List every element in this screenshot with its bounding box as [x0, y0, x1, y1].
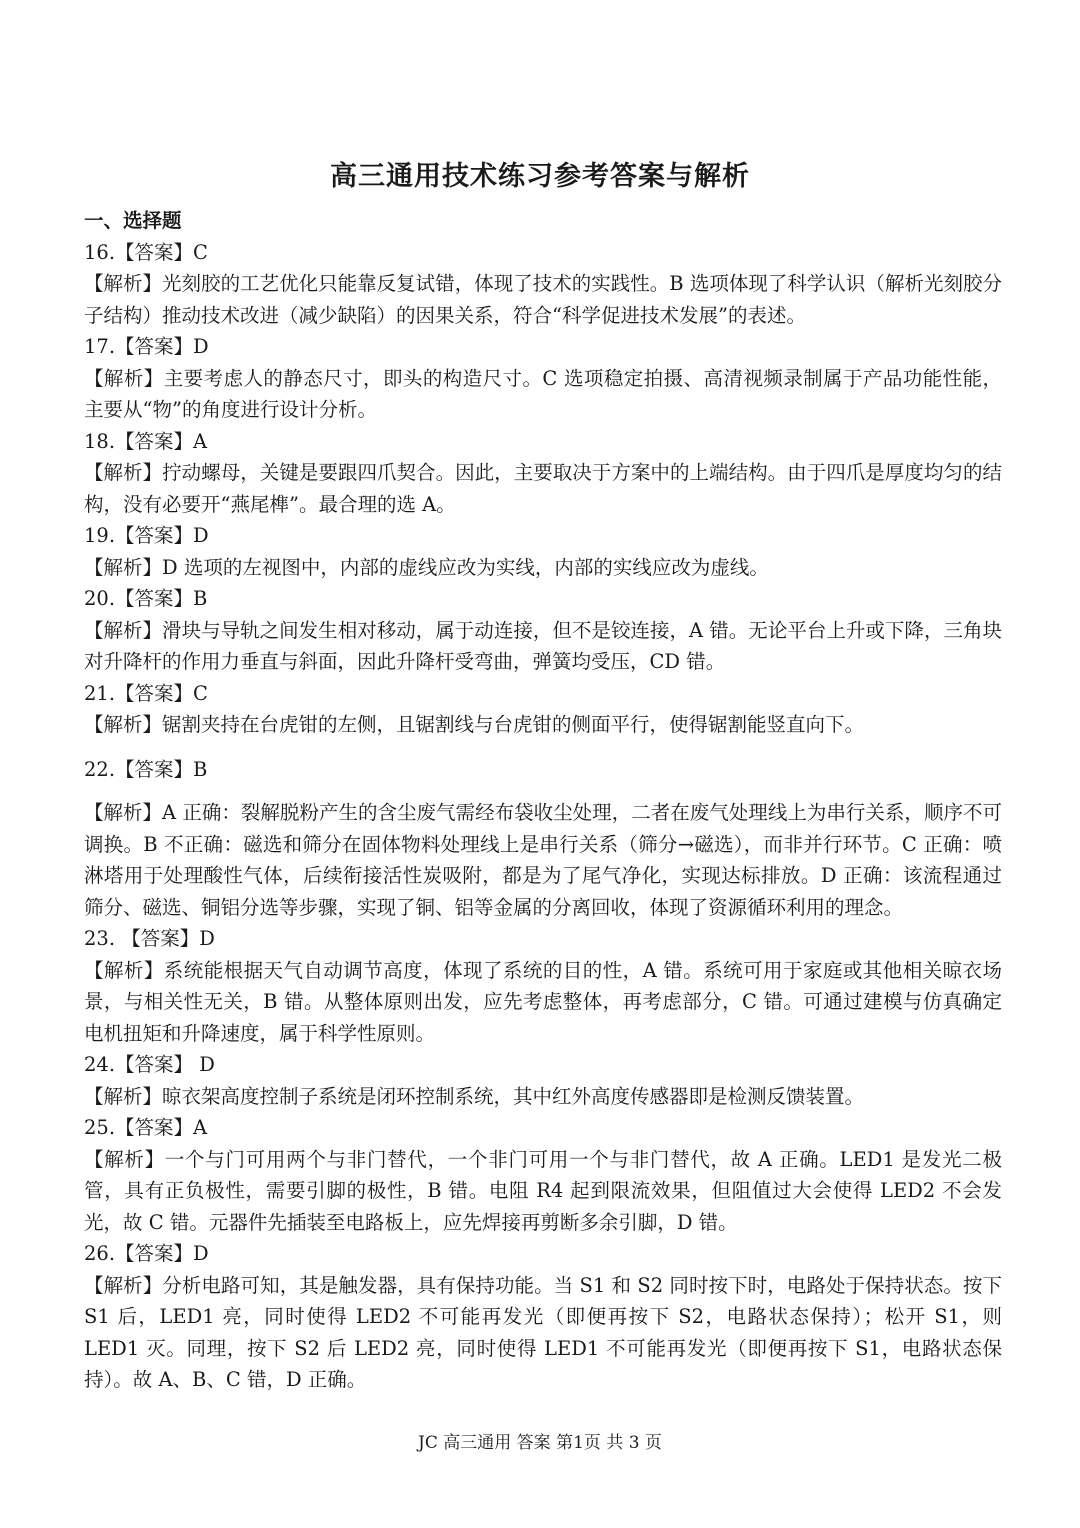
question-18 — [84, 426, 1002, 521]
question-17 — [84, 331, 1002, 426]
page-title: 高三通用技术练习参考答案与解析 — [330, 161, 750, 192]
question-25 — [84, 1112, 1002, 1238]
answer-line: 26.【答案】D — [84, 1242, 209, 1265]
analysis-text: 【解析】一个与门可用两个与非门替代，一个非门可用一个与非门替代，故 A 正确。LED1 是发光二极管，具有正负极性，需要引脚的极性，B 错。电阻 R4 起到限流效果，但阻值过大会使得 LED2 不会发光，故 C 错。元器件先插装至电路板上，应先焊接再剪断多余引脚，D 错。 — [84, 1147, 1002, 1234]
analysis-text: 【解析】A 正确：裂解脱粉产生的含尘废气需经布袋收尘处理，二者在废气处理线上为串行关系，顺序不可调换。B 不正确：磁选和筛分在固体物料处理线上是串行关系（筛分→磁选），而非并行环节。C 正确：喷淋塔用于处理酸性气体，后续衔接活性炭吸附，都是为了尾气净化，实现达标排放。D 正确：该流程通过筛分、磁选、铜铝分选等步骤，实现了铜、铝等金属的分离回收，体现了资源循环利用的理念。 — [84, 801, 1002, 919]
question-23 — [84, 923, 1002, 1049]
question-16 — [84, 237, 1002, 332]
answer-line: 25.【答案】A — [84, 1116, 208, 1139]
page-footer: JC 高三通用 答案 第1页 共 3 页 — [418, 1433, 662, 1453]
analysis-text: 【解析】D 选项的左视图中，内部的虚线应改为实线，内部的实线应改为虚线。 — [84, 555, 769, 579]
answer-line: 24.【答案】 D — [84, 1053, 215, 1076]
analysis-text: 【解析】锯割夹持在台虎钳的左侧，且锯割线与台虎钳的侧面平行，使得锯割能竖直向下。 — [84, 713, 865, 736]
spacer — [84, 741, 1002, 754]
analysis-text: 【解析】拧动螺母，关键是要跟四爪契合。因此，主要取决于方案中的上端结构。由于四爪是厚度均匀的结构，没有必要开“燕尾榫”。最合理的选 A。 — [84, 461, 1002, 516]
question-19 — [84, 520, 1002, 583]
answer-line: 16.【答案】C — [84, 240, 208, 264]
question-22 — [84, 754, 1002, 924]
answer-line: 17.【答案】D — [84, 335, 209, 358]
question-20 — [84, 583, 1002, 678]
answer-line: 19.【答案】D — [84, 524, 209, 547]
analysis-text: 【解析】滑块与导轨之间发生相对移动，属于动连接，但不是铰连接，A 错。无论平台上升或下降，三角块对升降杆的作用力垂直与斜面，因此升降杆受弯曲，弹簧均受压，CD 错。 — [84, 618, 1002, 673]
answer-line: 22.【答案】B — [84, 757, 208, 781]
answer-line: 20.【答案】B — [84, 587, 208, 610]
section-heading: 一、选择题 — [84, 209, 182, 232]
question-21 — [84, 678, 1002, 741]
analysis-text: 【解析】分析电路可知，其是触发器，具有保持功能。当 S1 和 S2 同时按下时，电路处于保持状态。按下 S1 后，LED1 亮，同时使得 LED2 不可能再发光（即便再按下 S2，电路状态保持）；松开 S1，则 LED1 灭。同理，按下 S2 后 LED2 亮，同时使得 LED1 不可能再发光（即便再按下 S1，电路状态保持）。故 A、B、C 错，D 正确。 — [84, 1273, 1002, 1391]
analysis-text: 【解析】光刻胶的工艺优化只能靠反复试错，体现了技术的实践性。B 选项体现了科学认识（解析光刻胶分子结构）推动技术改进（减少缺陷）的因果关系，符合“科学促进技术发展”的表述。 — [84, 272, 1002, 327]
answer-line: 21.【答案】C — [84, 681, 208, 705]
answer-content — [84, 205, 1002, 1396]
answer-line: 23. 【答案】D — [84, 927, 215, 950]
question-26 — [84, 1238, 1002, 1396]
answer-line: 18.【答案】A — [84, 429, 208, 453]
analysis-text: 【解析】主要考虑人的静态尺寸，即头的构造尺寸。C 选项稳定拍摄、高清视频录制属于产品功能性能，主要从“物”的角度进行设计分析。 — [84, 366, 1002, 421]
analysis-text: 【解析】系统能根据天气自动调节高度，体现了系统的目的性，A 错。系统可用于家庭或其他相关晾衣场景，与相关性无关，B 错。从整体原则出发，应先考虑整体，再考虑部分，C 错。可通过建模与仿真确定电机扭矩和升降速度，属于科学性原则。 — [84, 958, 1002, 1045]
analysis-text: 【解析】晾衣架高度控制子系统是闭环控制系统，其中红外高度传感器即是检测反馈装置。 — [84, 1084, 865, 1108]
question-24 — [84, 1049, 1002, 1112]
spacer — [84, 785, 1002, 797]
